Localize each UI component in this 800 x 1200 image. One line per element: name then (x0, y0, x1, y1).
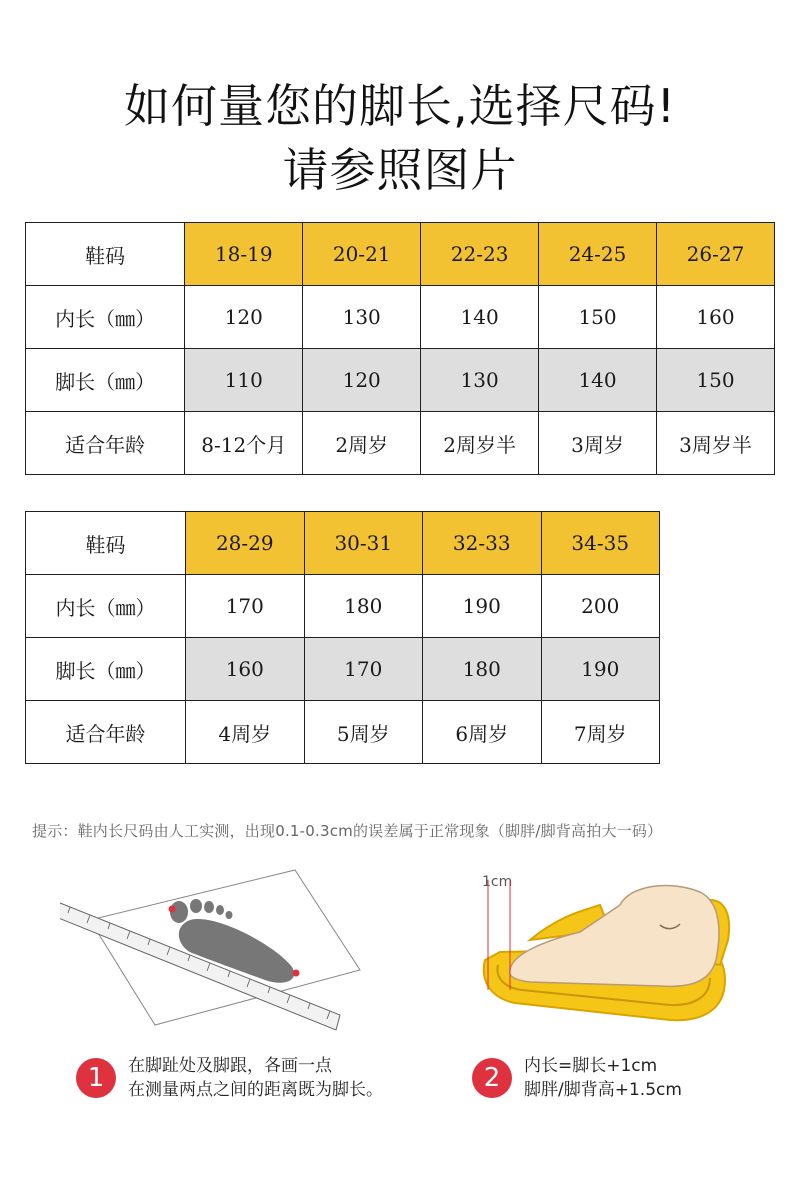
age-cell: 2周岁 (303, 412, 421, 475)
inner-length-cell: 140 (421, 286, 539, 349)
row-label-foot: 脚长（㎜） (26, 349, 185, 412)
inner-length-cell: 190 (423, 575, 541, 638)
size-cell: 32-33 (423, 512, 541, 575)
measurement-tip: 提示：鞋内长尺码由人工实测，出现0.1-0.3cm的误差属于正常现象（脚胖/脚背高拍大一码） (32, 822, 663, 840)
age-cell: 2周岁半 (421, 412, 539, 475)
age-cell: 3周岁半 (657, 412, 775, 475)
row-label-age: 适合年龄 (26, 701, 186, 764)
step-number-badge: 2 (472, 1058, 512, 1098)
toe-mark-icon (169, 906, 176, 913)
row-label-size: 鞋码 (26, 223, 185, 286)
row-label-size: 鞋码 (26, 512, 186, 575)
sandal-fit-illustration (470, 870, 770, 1045)
inner-length-cell: 200 (541, 575, 660, 638)
size-cell: 26-27 (657, 223, 775, 286)
step-2-line1: 内长=脚长+1cm (524, 1056, 658, 1076)
inner-length-cell: 160 (657, 286, 775, 349)
inner-length-row (26, 575, 660, 638)
row-label-inner: 内长（㎜） (26, 286, 185, 349)
size-chart-table-2 (25, 511, 660, 764)
row-label-inner: 内长（㎜） (26, 575, 186, 638)
foot-ruler-illustration (60, 865, 370, 1040)
step-2-line2: 脚胖/脚背高+1.5cm (524, 1080, 682, 1100)
size-cell: 20-21 (303, 223, 421, 286)
age-row (26, 412, 775, 475)
step-1 (76, 1054, 383, 1102)
age-cell: 8-12个月 (185, 412, 303, 475)
step-1-line2: 在测量两点之间的距离既为脚长。 (128, 1080, 383, 1100)
row-label-age: 适合年龄 (26, 412, 185, 475)
page-title-line1: 如何量您的脚长,选择尺码! (123, 79, 677, 133)
foot-length-cell: 170 (304, 638, 422, 701)
foot-length-cell: 190 (541, 638, 660, 701)
page-title-line2: 请参照图片 (282, 143, 518, 197)
foot-length-row (26, 349, 775, 412)
age-cell: 7周岁 (541, 701, 660, 764)
foot-length-cell: 130 (421, 349, 539, 412)
size-cell: 30-31 (304, 512, 422, 575)
row-label-foot: 脚长（㎜） (26, 638, 186, 701)
size-cell: 34-35 (541, 512, 660, 575)
size-row (26, 512, 660, 575)
inner-length-row (26, 286, 775, 349)
heel-mark-icon (293, 970, 300, 977)
inner-length-cell: 180 (304, 575, 422, 638)
step-number-badge: 1 (76, 1058, 116, 1098)
age-row (26, 701, 660, 764)
foot-length-cell: 150 (657, 349, 775, 412)
size-cell: 22-23 (421, 223, 539, 286)
step-2 (472, 1054, 682, 1102)
age-cell: 5周岁 (304, 701, 422, 764)
foot-length-cell: 180 (423, 638, 541, 701)
foot-length-cell: 140 (539, 349, 657, 412)
age-cell: 4周岁 (186, 701, 304, 764)
size-chart-table-1 (25, 222, 775, 475)
one-cm-label: 1cm (482, 874, 513, 890)
age-cell: 3周岁 (539, 412, 657, 475)
size-row (26, 223, 775, 286)
inner-length-cell: 150 (539, 286, 657, 349)
foot-length-cell: 160 (186, 638, 304, 701)
size-cell: 24-25 (539, 223, 657, 286)
inner-length-cell: 130 (303, 286, 421, 349)
step-1-line1: 在脚趾处及脚跟，各画一点 (128, 1056, 332, 1076)
age-cell: 6周岁 (423, 701, 541, 764)
foot-length-cell: 120 (303, 349, 421, 412)
foot-length-row (26, 638, 660, 701)
size-cell: 18-19 (185, 223, 303, 286)
foot-length-cell: 110 (185, 349, 303, 412)
inner-length-cell: 170 (186, 575, 304, 638)
size-cell: 28-29 (186, 512, 304, 575)
inner-length-cell: 120 (185, 286, 303, 349)
